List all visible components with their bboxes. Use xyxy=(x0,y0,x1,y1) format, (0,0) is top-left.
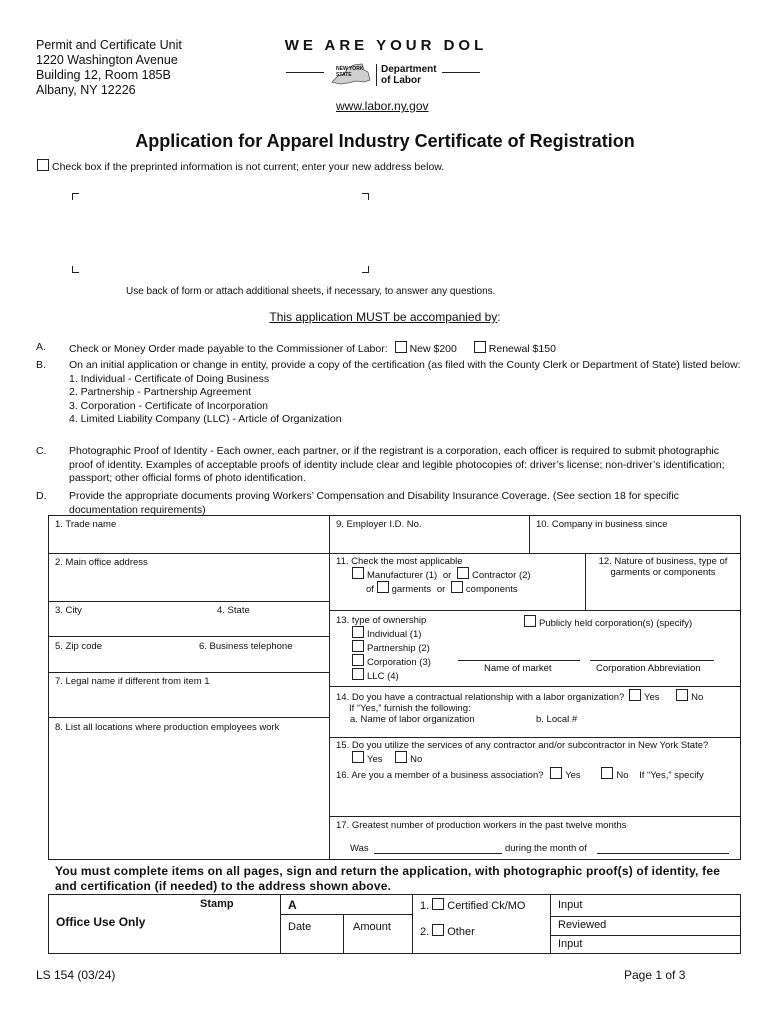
garments-checkbox[interactable] xyxy=(377,581,389,593)
req-letter: B. xyxy=(36,359,46,371)
ownership-option: Partnership (2) xyxy=(367,643,430,654)
labor-org-name-label[interactable]: a. Name of labor organization xyxy=(350,714,475,725)
page-title: Application for Apparel Industry Certificate of Registration xyxy=(135,131,635,151)
field-zip-code[interactable]: 5. Zip code xyxy=(55,641,102,652)
logo-department xyxy=(381,64,437,86)
office-use-box xyxy=(48,894,741,954)
field-trade-name[interactable]: 1. Trade name xyxy=(55,519,117,530)
labor-no-checkbox[interactable] xyxy=(676,689,688,701)
option-number: 2. xyxy=(420,926,430,938)
contractor-no-label: No xyxy=(410,754,423,765)
association-specify-label: If “Yes,” specify xyxy=(639,770,704,781)
field-business-telephone[interactable]: 6. Business telephone xyxy=(199,641,293,652)
field-17-workers: 17. Greatest number of production workers in the past twelve months xyxy=(336,820,627,831)
workers-month-line[interactable] xyxy=(597,853,729,854)
req-a-text: Check or Money Order made payable to the Commissioner of Labor: xyxy=(69,343,388,355)
of-label: of xyxy=(366,584,374,595)
address-change-label: Check box if the preprinted information is not current; enter your new address below. xyxy=(52,161,445,173)
address-window-corner xyxy=(362,193,369,200)
address-change-checkbox[interactable] xyxy=(37,159,49,171)
other-row xyxy=(420,924,475,938)
field-main-office-address[interactable]: 2. Main office address xyxy=(55,557,148,568)
certified-row xyxy=(420,898,526,912)
public-corp-checkbox[interactable] xyxy=(524,615,536,627)
dol-logo xyxy=(286,62,496,90)
market-name-label[interactable]: Name of market xyxy=(484,663,552,674)
req-b xyxy=(69,359,741,427)
input-label: Input xyxy=(558,899,583,911)
field-city[interactable]: 3. City xyxy=(55,605,82,616)
back-note: Use back of form or attach additional sheets, if necessary, to answer any questions. xyxy=(126,286,496,297)
fee-renewal-label: Renewal $150 xyxy=(488,343,556,355)
furnish-note: If “Yes,” furnish the following: xyxy=(349,703,471,714)
logo-state-text: NEW YORK STATE xyxy=(336,66,364,78)
address-line: Permit and Certificate Unit xyxy=(36,38,182,52)
accompany-heading xyxy=(0,310,770,324)
address-line: Albany, NY 12226 xyxy=(36,83,136,97)
certified-label: Certified Ck/MO xyxy=(447,900,526,912)
fee-new-label: New $200 xyxy=(409,343,457,355)
logo-dept-line: Department xyxy=(381,64,437,75)
public-corp-label: Publicly held corporation(s) (specify) xyxy=(539,618,693,629)
labor-yes-checkbox[interactable] xyxy=(629,689,641,701)
association-yes-label: Yes xyxy=(565,770,581,781)
field-11-applicable xyxy=(336,556,581,595)
manufacturer-checkbox[interactable] xyxy=(352,567,364,579)
ownership-partnership-checkbox[interactable] xyxy=(352,640,364,652)
contractor-yes-label: Yes xyxy=(367,754,383,765)
address-window-corner xyxy=(362,266,369,273)
ownership-option: LLC (4) xyxy=(367,671,399,682)
public-corp-row xyxy=(524,615,692,629)
field-14-title: 14. Do you have a contractual relationship with a labor organization? xyxy=(336,692,625,703)
req-b-text: On an initial application or change in entity, provide a copy of the certification (as filed with the County Clerk or Department of State) listed below: xyxy=(69,359,741,371)
address-change-row xyxy=(37,159,444,175)
or-label: or xyxy=(442,570,452,581)
ownership-option: Corporation (3) xyxy=(367,657,431,668)
complete-notice: You must complete items on all pages, sign and return the application, with photographic proof(s) of identity, fee and certification (if needed) to the address shown above. xyxy=(55,864,721,893)
option-number: 1. xyxy=(420,900,430,912)
other-checkbox[interactable] xyxy=(432,924,444,936)
field-production-locations[interactable]: 8. List all locations where production employees work xyxy=(55,722,280,733)
office-use-label: Office Use Only xyxy=(56,915,146,929)
ownership-individual-checkbox[interactable] xyxy=(352,626,364,638)
logo-dept-line: of Labor xyxy=(381,75,421,86)
reviewed-label: Reviewed xyxy=(558,919,607,931)
field-11-title: 11. Check the most applicable xyxy=(336,556,463,567)
labor-yes-label: Yes xyxy=(644,692,660,703)
corp-abbrev-label[interactable]: Corporation Abbreviation xyxy=(596,663,701,674)
form-id: LS 154 (03/24) xyxy=(36,968,116,982)
components-checkbox[interactable] xyxy=(451,581,463,593)
workers-count-line[interactable] xyxy=(374,853,502,854)
address-line: 1220 Washington Avenue xyxy=(36,53,178,67)
field-15-contractor xyxy=(336,740,740,765)
workers-was-label: Was xyxy=(350,843,369,854)
req-b-item: 1. Individual - Certificate of Doing Business xyxy=(69,372,270,385)
req-b-item: 4. Limited Liability Company (LLC) - Article of Organization xyxy=(69,413,342,425)
manufacturer-label: Manufacturer (1) xyxy=(367,570,438,581)
certified-checkbox[interactable] xyxy=(432,898,444,910)
field-employer-id[interactable]: 9. Employer I.D. No. xyxy=(336,519,422,530)
accompany-colon: : xyxy=(497,310,501,324)
amount-label: Amount xyxy=(353,921,391,933)
stamp-label: Stamp xyxy=(200,898,234,910)
req-a xyxy=(69,341,749,357)
req-b-item: 3. Corporation - Certificate of Incorporation xyxy=(69,399,269,412)
ownership-option: Individual (1) xyxy=(367,629,422,640)
accompany-text: This application MUST be accompanied by xyxy=(269,310,498,324)
field-13-title: 13. type of ownership xyxy=(336,615,427,626)
website-link[interactable]: www.labor.ny.gov xyxy=(336,99,429,113)
field-16-association xyxy=(336,767,740,781)
req-letter: A. xyxy=(36,341,46,353)
contractor-label: Contractor (2) xyxy=(471,570,531,581)
field-state[interactable]: 4. State xyxy=(217,605,250,616)
date-label: Date xyxy=(288,921,312,933)
association-no-label: No xyxy=(616,770,629,781)
page-number: Page 1 of 3 xyxy=(624,968,686,982)
ownership-llc-checkbox[interactable] xyxy=(352,668,364,680)
field-in-business-since[interactable]: 10. Company in business since xyxy=(536,519,668,530)
labor-no-label: No xyxy=(691,692,704,703)
field-14-labor xyxy=(336,689,740,714)
association-yes-checkbox[interactable] xyxy=(550,767,562,779)
field-nature-of-business[interactable]: 12. Nature of business, type of garments or components xyxy=(598,556,728,578)
slogan: WE ARE YOUR DOL xyxy=(284,37,488,54)
ownership-corporation-checkbox[interactable] xyxy=(352,654,364,666)
or-label: or xyxy=(436,584,446,595)
address-window-corner xyxy=(72,266,79,273)
req-b-item: 2. Partnership - Partnership Agreement xyxy=(69,386,252,398)
fee-new-checkbox[interactable] xyxy=(395,341,407,353)
fee-renewal-checkbox[interactable] xyxy=(474,341,486,353)
req-letter: C. xyxy=(36,445,47,457)
req-d-text: Provide the appropriate documents proving Workers’ Compensation and Disability Insurance Coverage. (See section 18 for specific documentation requirements) xyxy=(69,490,679,516)
req-letter: D. xyxy=(36,490,47,502)
field-15-title: 15. Do you utilize the services of any contractor and/or subcontractor in New York State? xyxy=(336,740,709,751)
input-label: Input xyxy=(558,938,583,950)
a-label: A xyxy=(288,898,297,912)
contractor-yes-checkbox[interactable] xyxy=(352,751,364,763)
address-line: Building 12, Room 185B xyxy=(36,68,171,82)
labor-local-label[interactable]: b. Local # xyxy=(536,714,578,725)
association-no-checkbox[interactable] xyxy=(601,767,613,779)
address-window-corner xyxy=(72,193,79,200)
contractor-checkbox[interactable] xyxy=(457,567,469,579)
field-legal-name[interactable]: 7. Legal name if different from item 1 xyxy=(55,676,210,687)
other-label: Other xyxy=(447,926,475,938)
contractor-no-checkbox[interactable] xyxy=(395,751,407,763)
workers-month-label: during the month of xyxy=(505,843,587,854)
unit-address xyxy=(36,38,182,98)
req-c-text: Photographic Proof of Identity - Each owner, each partner, or if the registrant is a corporation, each officer is required to submit photographic proof of identity. Examples of acceptable proofs of identity include clear and legible photocopies of: driver’s license; non-driver’s identification; passport; other official forms of photo identification. xyxy=(69,445,725,484)
components-label: components xyxy=(465,584,518,595)
field-16-title: 16. Are you a member of a business association? xyxy=(336,770,544,781)
garments-label: garments xyxy=(391,584,432,595)
